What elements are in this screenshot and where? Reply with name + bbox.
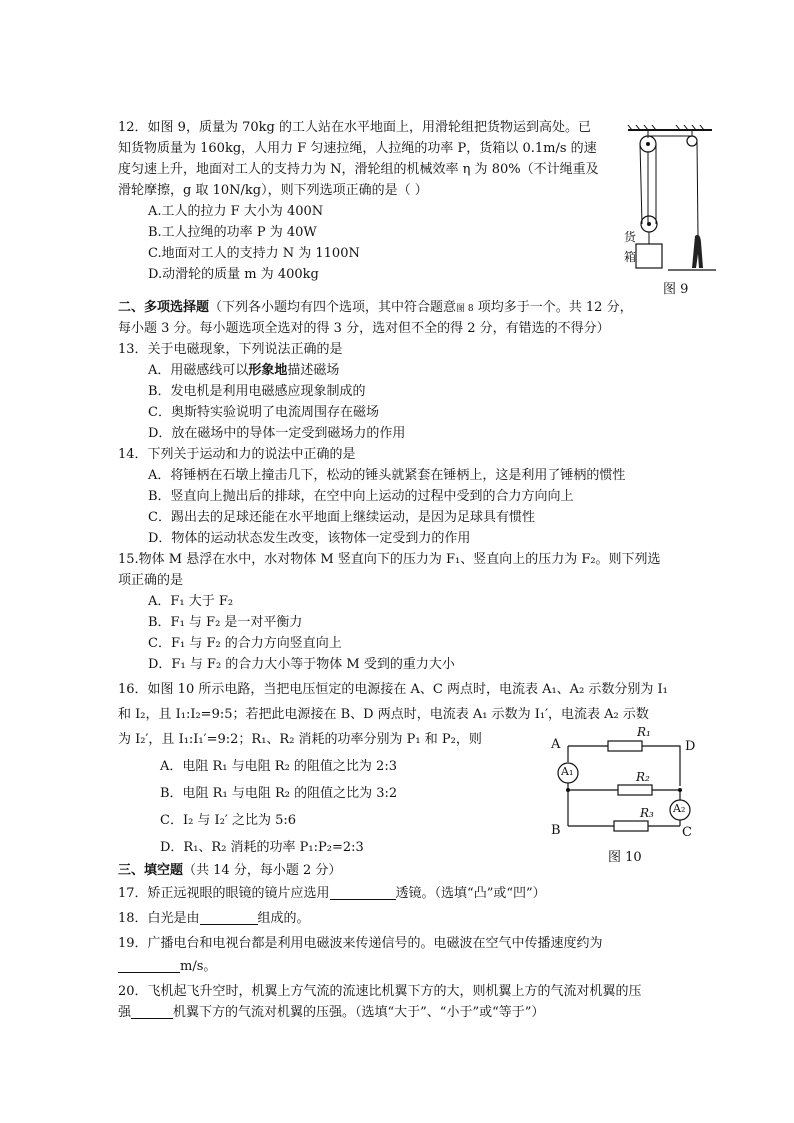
overlap-label: 图 8	[456, 304, 474, 314]
section2-line1	[118, 299, 633, 318]
section2-heading: 二、多项选择题	[118, 300, 210, 315]
section3-heading: 三、填空题	[118, 863, 184, 878]
box-label-2: 箱	[624, 250, 637, 264]
box-label-1: 货	[624, 230, 637, 244]
q20-line2	[118, 1004, 544, 1022]
q16-option-c: C．I₂ 与 I₂′ 之比为 5:6	[160, 813, 297, 828]
label-r3: R₃	[640, 806, 654, 820]
q18-pre: 18．白光是由	[118, 911, 200, 926]
q12-option-c: C.地面对工人的支持力 N 为 1100N	[148, 246, 360, 261]
q17-post: 透镜。（选填“凸”或“凹”）	[395, 886, 546, 901]
q14-option-c: C．踢出去的足球还能在水平地面上继续运动，是因为足球具有惯性	[148, 510, 535, 525]
q16-line2: 和 I₂，且 I₁:I₂=9:5；若把此电源接在 B、D 两点时，电流表 A₁ 示数为 I₁′，电流表 A₂ 示数	[118, 707, 649, 722]
q18	[118, 910, 310, 928]
q19-line2	[118, 958, 216, 976]
section3-line	[118, 862, 341, 880]
q14-stem: 14．下列关于运动和力的说法中正确的是	[118, 447, 356, 462]
q19-answer-blank[interactable]	[118, 958, 180, 973]
q12-option-d: D.动滑轮的质量 m 为 400kg	[148, 267, 319, 282]
q12-option-b: B.工人拉绳的功率 P 为 40W	[148, 225, 317, 240]
worker-figure	[692, 235, 703, 268]
fixed-pulley-right	[687, 136, 697, 146]
q18-post: 组成的。	[257, 911, 310, 926]
cargo-box	[636, 244, 662, 268]
q12-line4: 滑轮摩擦，g 取 10N/kg），则下列选项正确的是（ ）	[118, 183, 428, 198]
section2-line2: 每小题 3 分。每小题选项全选对的得 3 分，选对但不全的得 2 分，有错选的不得分）	[118, 321, 610, 336]
q13-option-d: D．放在磁场中的导体一定受到磁场力的作用	[148, 426, 406, 441]
q13-option-b: B．发电机是利用电磁感应现象制成的	[148, 384, 366, 399]
q12-line1: 12．如图 9，质量为 70kg 的工人站在水平地面上，用滑轮组把货物运到高处。已	[118, 120, 591, 135]
q17	[118, 885, 546, 903]
node-a: A	[551, 737, 561, 752]
q12-option-a: A.工人的拉力 F 大小为 400N	[148, 204, 324, 219]
node-d: D	[685, 739, 696, 754]
q13-a-post: 描述磁场	[287, 363, 340, 378]
q15-option-b: B．F₁ 与 F₂ 是一对平衡力	[148, 615, 303, 630]
figure-9-caption: 图 9	[663, 282, 689, 297]
q15-line1: 15.物体 M 悬浮在水中，水对物体 M 竖直向下的压力为 F₁、竖直向上的压力为 F₂。则下列选	[118, 552, 661, 567]
q15-line2: 项正确的是	[118, 573, 184, 588]
q16-line1: 16．如图 10 所示电路，当把电压恒定的电源接在 A、C 两点时，电流表 A₁、A₂ 示数分别为 I₁	[118, 682, 668, 697]
q15-option-d: D．F₁ 与 F₂ 的合力大小等于物体 M 受到的重力大小	[148, 657, 455, 672]
section2-line1-end: 项均多于一个。共 12 分，	[477, 300, 633, 315]
resistor-r2	[618, 785, 652, 795]
q20-answer-blank[interactable]	[131, 1004, 173, 1019]
label-r2: R₂	[636, 770, 650, 784]
q16-option-a: A．电阻 R₁ 与电阻 R₂ 的阻值之比为 2:3	[160, 759, 397, 774]
node-c: C	[682, 825, 692, 840]
resistor-r1	[608, 741, 642, 751]
q16-line3: 为 I₂′，且 I₁:I₁′=9:2；R₁、R₂ 消耗的功率分别为 P₁ 和 P₂，则	[118, 732, 482, 747]
q20-pre: 强	[118, 1005, 132, 1020]
q12-line3: 度匀速上升，地面对工人的支持力为 N，滑轮组的机械效率 η 为 80%（不计绳重及	[118, 162, 599, 177]
q14-option-a: A．将锤柄在石墩上撞击几下，松动的锤头就紧套在锤柄上，这是利用了锤柄的惯性	[148, 468, 626, 483]
q19-line1: 19．广播电台和电视台都是利用电磁波来传递信号的。电磁波在空气中传播速度约为	[118, 936, 603, 951]
q16-option-b: B．电阻 R₁ 与电阻 R₂ 的阻值之比为 3:2	[160, 786, 398, 801]
node-b: B	[551, 823, 561, 838]
q16-option-d: D．R₁、R₂ 消耗的功率 P₁:P₂=2:3	[160, 840, 364, 855]
q13-option-a	[148, 362, 339, 380]
q13-stem: 13．关于电磁现象，下列说法正确的是	[118, 342, 343, 357]
q13-option-c: C．奥斯特实验说明了电流周围存在磁场	[148, 405, 379, 420]
q19-unit: m/s。	[180, 959, 217, 974]
q14-option-d: D．物体的运动状态发生改变，该物体一定受到力的作用	[148, 531, 471, 546]
section3-rest: （共 14 分，每小题 2 分）	[183, 863, 342, 878]
figure-10-circuit	[548, 728, 708, 836]
figure-10-caption: 图 10	[608, 850, 642, 865]
q20-post: 机翼下方的气流对机翼的压强。（选填“大于”、“小于”或“等于”）	[173, 1005, 545, 1020]
q14-option-b: B．竖直向上抛出后的排球，在空中向上运动的过程中受到的合力方向向上	[148, 489, 574, 504]
section2-line1-rest: （下列各小题均有四个选项，其中符合题意	[209, 300, 457, 315]
label-r1: R₁	[637, 725, 651, 739]
q17-pre: 17．矫正远视眼的眼镜的镜片应选用	[118, 886, 330, 901]
q20-line1: 20．飞机起飞升空时，机翼上方气流的流速比机翼下方的大，则机翼上方的气流对机翼的压	[118, 984, 642, 999]
q17-answer-blank[interactable]	[330, 885, 396, 900]
q15-option-c: C．F₁ 与 F₂ 的合力方向竖直向上	[148, 636, 342, 651]
q15-option-a: A．F₁ 大于 F₂	[148, 594, 234, 609]
label-ammeter-a1: A₁	[561, 765, 574, 778]
q18-answer-blank[interactable]	[200, 910, 258, 925]
q13-a-pre: A．用磁感线可以	[148, 363, 249, 378]
q12-line2: 知货物质量为 160kg，人用力 F 匀速拉绳，人拉绳的功率 P，货箱以 0.1m/s 的速	[118, 141, 597, 156]
q13-a-bold: 形象地	[248, 363, 288, 378]
label-ammeter-a2: A₂	[673, 802, 686, 815]
resistor-r3	[614, 821, 648, 831]
